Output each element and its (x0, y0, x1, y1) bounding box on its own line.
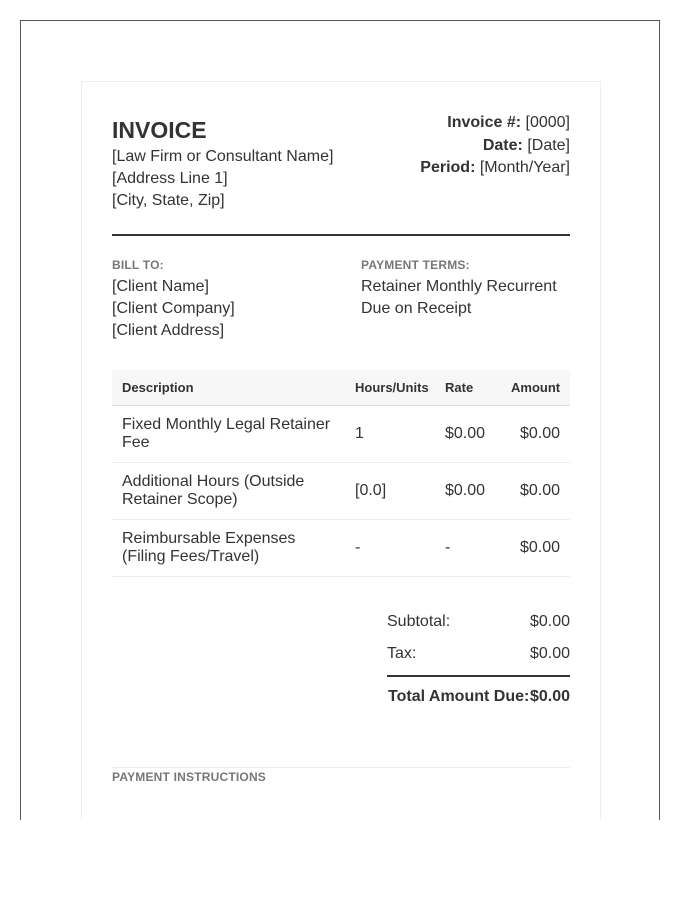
invoice-meta (420, 112, 570, 180)
invoice-date (420, 135, 570, 158)
item-hours: - (351, 519, 441, 576)
item-description: Fixed Monthly Legal Retainer Fee (112, 405, 351, 462)
invoice-title: INVOICE (112, 117, 207, 143)
document-frame (20, 20, 660, 820)
client-address: [Client Address] (112, 322, 225, 339)
tax-label: Tax: (387, 644, 417, 662)
totals-block (387, 607, 570, 717)
item-description: Additional Hours (Outside Retainer Scope) (112, 462, 351, 519)
bill-to-label: BILL TO: (112, 258, 164, 272)
item-rate: - (441, 519, 501, 576)
company-city-state-zip: [City, State, Zip] (112, 192, 225, 209)
table-row (112, 519, 570, 576)
item-rate: $0.00 (441, 405, 501, 462)
client-name: [Client Name] (112, 278, 209, 295)
payment-terms-block (361, 258, 557, 320)
payment-terms-label: PAYMENT TERMS: (361, 258, 470, 272)
item-hours: 1 (351, 405, 441, 462)
column-header-hours: Hours/Units (351, 370, 441, 405)
company-name: [Law Firm or Consultant Name] (112, 148, 334, 165)
tax-row (387, 639, 570, 671)
payment-terms-line: Retainer Monthly Recurrent (361, 278, 557, 295)
invoice-date-value: [Date] (527, 136, 570, 154)
column-header-amount: Amount (501, 370, 570, 405)
invoice-number (420, 112, 570, 135)
invoice-number-value: [0000] (525, 114, 570, 131)
item-amount: $0.00 (501, 462, 570, 519)
subtotal-label: Subtotal: (387, 612, 451, 630)
subtotal-value: $0.00 (529, 612, 570, 630)
table-header-row (112, 370, 570, 405)
item-amount: $0.00 (501, 519, 570, 576)
column-header-rate: Rate (441, 370, 501, 405)
company-address-line: [Address Line 1] (112, 170, 228, 187)
invoice-date-label: Date: (482, 136, 523, 154)
item-hours: [0.0] (351, 462, 441, 519)
column-header-description: Description (112, 370, 351, 405)
tax-value: $0.00 (529, 644, 570, 662)
payment-instructions (112, 767, 570, 784)
total-due-value: $0.00 (529, 687, 570, 705)
invoice-header (112, 110, 570, 236)
line-items-table (112, 370, 570, 577)
billing-info (112, 236, 570, 370)
total-due-label: Total Amount Due: (388, 687, 530, 705)
invoice-content (112, 110, 570, 788)
invoice-sheet (81, 81, 601, 820)
subtotal-row (387, 607, 570, 639)
table-row (112, 405, 570, 462)
total-due-row (387, 677, 570, 717)
invoice-period (420, 157, 570, 180)
invoice-number-label: Invoice #: (447, 114, 522, 131)
payment-instructions-label: PAYMENT INSTRUCTIONS (112, 769, 267, 784)
company-block (112, 116, 333, 212)
item-rate: $0.00 (441, 462, 501, 519)
invoice-period-label: Period: (420, 159, 476, 176)
item-description: Reimbursable Expenses (Filing Fees/Travel) (112, 519, 351, 576)
client-company: [Client Company] (112, 300, 235, 317)
table-row (112, 462, 570, 519)
item-amount: $0.00 (501, 405, 570, 462)
payment-terms-line: Due on Receipt (361, 300, 472, 317)
invoice-period-value: [Month/Year] (479, 159, 570, 176)
bill-to-block (112, 258, 235, 342)
